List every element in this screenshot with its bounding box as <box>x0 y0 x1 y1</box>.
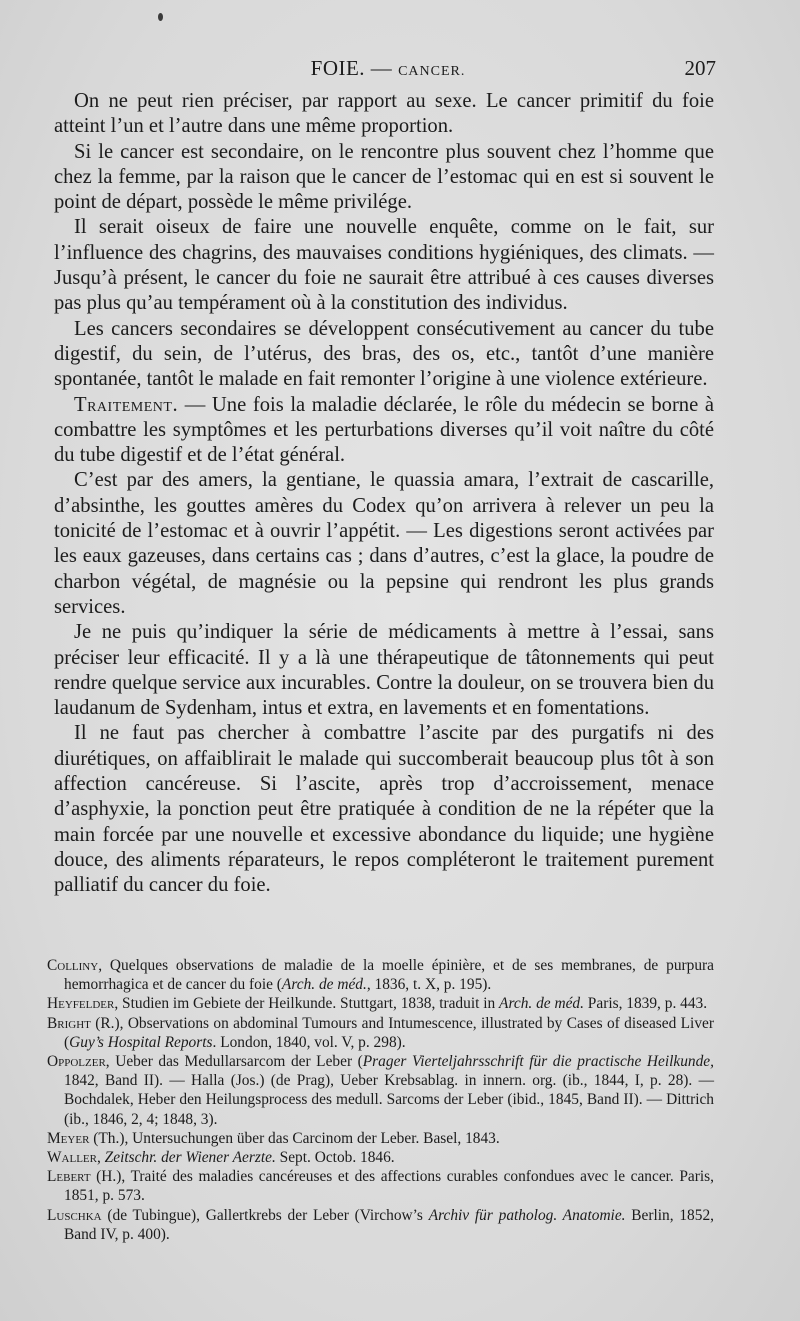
reference-author: Meyer <box>47 1129 90 1147</box>
reference-author: Lebert <box>47 1168 91 1186</box>
reference-author: Luschka <box>47 1206 102 1224</box>
body-text <box>54 89 714 899</box>
reference-entry <box>47 1167 714 1205</box>
page-number: 207 <box>684 56 716 80</box>
reference-author: Colliny <box>47 957 99 974</box>
reference-text: Berlin, 1852, Band IV, p. 400). <box>64 1206 714 1243</box>
reference-entry <box>47 1052 714 1129</box>
reference-text: , Studien im Gebiete der Heilkunde. Stuttgart, 1838, traduit in <box>114 995 500 1013</box>
paragraph: Les cancers secondaires se développent consécutivement au cancer du tube digestif, du sein, de l’utérus, des bras, des os, etc., tantôt d’une manière spontanée, tantôt le malade en fait remonter l’origine à une violence extérieure. <box>54 317 714 391</box>
paragraph: C’est par des amers, la gentiane, le quassia amara, l’extrait de cascarille, d’absinthe, les gouttes amères du Codex qu’on arrivera à relever un peu la tonicité de l’estomac et à ouvrir l’appétit. — Les digestions seront activées par les eaux gazeuses, dans certains cas ; dans d’autres, c’est la glace, la poudre de charbon végétal, de magnésie ou la pepsine qui rendront les plus grands services. <box>54 469 714 618</box>
reference-text: , <box>96 1149 105 1167</box>
reference-entry <box>47 956 714 994</box>
reference-entry <box>47 1206 714 1244</box>
reference-text: Sept. Octob. 1846. <box>275 1149 395 1167</box>
traitement-text: — Une fois la maladie déclarée, le rôle du médecin se borne à combattre les symptômes et les perturbations diverses qu’il voit naître du côté du tube digestif et de l’état général. <box>54 393 714 467</box>
paragraph: Je ne puis qu’indiquer la série de médicaments à mettre à l’essai, sans préciser leur efficacité. Il y a là une thérapeutique de tâtonnements qui peut rendre quelque service aux incurables. Contre la douleur, on se trouvera bien du laudanum de Sydenham, intus et extra, en lavements et en fomentations. <box>54 621 714 720</box>
paragraph: On ne peut rien préciser, par rapport au sexe. Le cancer primitif du foie atteint l’un et l’autre dans une même proportion. <box>54 90 714 138</box>
paragraph: Il ne faut pas chercher à combattre l’ascite par des purgatifs ni des diurétiques, on affaiblirait le malade qui succomberait beaucoup plus tôt à son affection cancéreuse. Si l’ascite, après trop d’accroissement, menace d’asphyxie, la ponction peut être pratiquée à condition de ne la répéter que la main forcée par une nouvelle et excessive abondance du liquide; une hygiène douce, des aliments réparateurs, le repos compléteront le traitement purement palliatif du cancer du foie. <box>54 722 714 897</box>
reference-entry <box>47 1148 714 1167</box>
reference-text: (R.), Observations on abdominal Tumours and Intumescence, illustrated by Cases of diseased Liver ( <box>64 1014 714 1051</box>
reference-author: Bright <box>47 1014 91 1032</box>
reference-title: Arch. de méd. <box>281 976 367 994</box>
reference-entry <box>47 1014 714 1052</box>
running-title-subject: CANCER. <box>398 64 466 79</box>
reference-text: Paris, 1839, p. 443. <box>583 995 708 1013</box>
paragraph: Si le cancer est secondaire, on le rencontre plus souvent chez l’homme que chez la femme, par la raison que le cancer de l’estomac qui en est si souvent le point de départ, possède le même privilége. <box>54 140 714 214</box>
reference-text: , Quelques observations de maladie de la moelle épinière, et de ses membranes, de purpura hemorrhagica et de cancer du foie ( <box>64 957 714 994</box>
reference-text: (de Tubingue), Gallertkrebs der Leber (Virchow’s <box>101 1206 429 1224</box>
page-header <box>60 56 716 84</box>
reference-title: Archiv für patholog. Anatomie. <box>428 1206 626 1224</box>
reference-title: Arch. de méd. <box>499 995 584 1013</box>
reference-text: , Ueber das Medullarsarcom der Leber ( <box>105 1053 363 1071</box>
section-heading-traitement: Traitement. <box>74 393 179 416</box>
running-title-main: FOIE. — <box>310 56 399 80</box>
running-title <box>60 56 716 81</box>
paragraph: Il serait oiseux de faire une nouvelle enquête, comme on le fait, sur l’influence des chagrins, des mauvaises conditions hygiéniques, des climats. — Jusqu’à présent, le cancer du foie ne saurait être attribué à ces causes diverses pas plus qu’au tempérament où à la constitution des individus. <box>54 216 714 315</box>
reference-author: Heyfelder <box>47 995 115 1013</box>
reference-entry <box>47 1129 714 1148</box>
bibliography <box>47 956 714 1244</box>
traitement-paragraph <box>54 393 714 469</box>
ink-speck <box>158 13 163 21</box>
reference-text: (H.), Traité des maladies cancéreuses et des affections curables confondues avec le cancer. Paris, 1851, p. 573. <box>64 1168 714 1205</box>
reference-text: 1842, Band II). — Halla (Jos.) (de Prag), Ueber Krebsablag. in innern. org. (ib., 1844, I, p. 28). — Bochdalek, Heber den Heilungsprocess des medull. Sarcoms der Leber (ibid., 1845, Band II). — Dittrich (ib., 1846, 2, 4; 1848, 3). <box>64 1072 714 1128</box>
reference-author: Oppolzer <box>47 1053 106 1071</box>
reference-title: Guy’s Hospital Reports <box>69 1033 213 1051</box>
reference-title: Prager Vierteljahrsschrift für die practische Heilkunde, <box>362 1053 714 1071</box>
reference-text: . London, 1840, vol. V, p. 298). <box>212 1033 406 1051</box>
reference-entry <box>47 994 714 1013</box>
reference-author: Waller <box>47 1149 97 1167</box>
reference-title: Zeitschr. der Wiener Aerzte. <box>104 1149 276 1167</box>
reference-text: (Th.), Untersuchungen über das Carcinom der Leber. Basel, 1843. <box>89 1129 500 1147</box>
reference-text: , 1836, t. X, p. 195). <box>366 976 492 994</box>
